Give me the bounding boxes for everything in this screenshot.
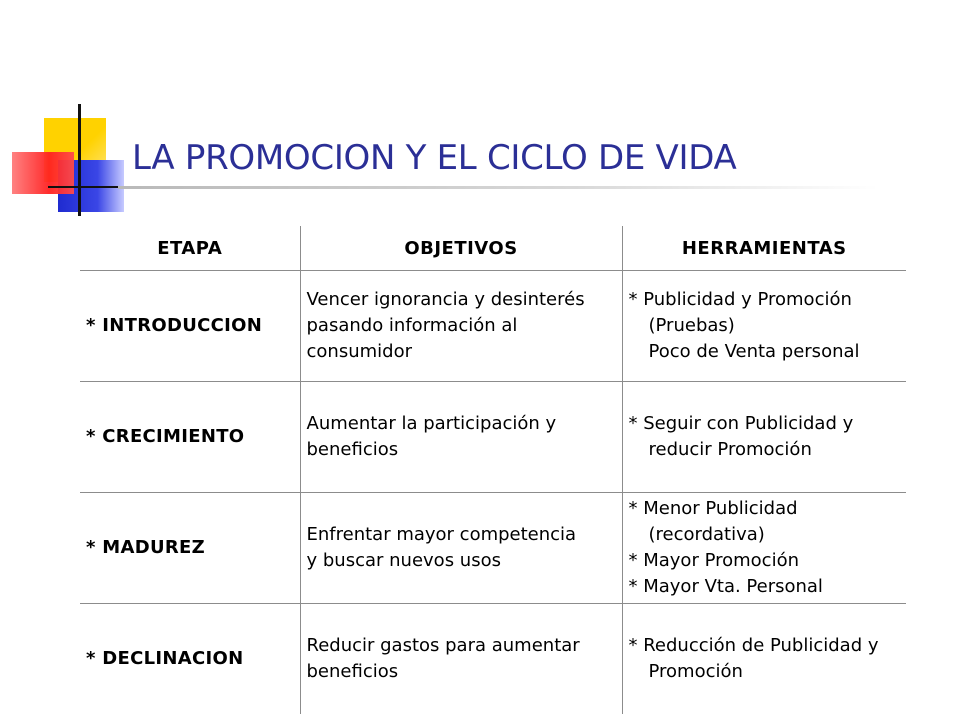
objetivo-line: beneficios	[306, 661, 399, 682]
herramienta-line: reducir Promoción	[648, 439, 812, 460]
table-header-row	[80, 226, 906, 271]
horizontal-line-shape	[48, 186, 126, 188]
table-row	[80, 604, 906, 715]
herramienta-line: Poco de Venta personal	[648, 341, 860, 362]
objetivo-line: y buscar nuevos usos	[306, 550, 501, 571]
objetivos-cell	[300, 493, 622, 604]
objetivo-line: pasando información al	[306, 315, 518, 336]
header-objetivos: OBJETIVOS	[300, 226, 622, 271]
table-row	[80, 271, 906, 382]
objetivo-line: Aumentar la participación y	[306, 413, 557, 434]
objetivo-line: Enfrentar mayor competencia	[306, 524, 577, 545]
herramienta-line: * Seguir con Publicidad y	[628, 413, 854, 434]
objetivos-cell	[300, 382, 622, 493]
herramientas-cell	[622, 271, 906, 382]
herramienta-line: (recordativa)	[648, 524, 765, 545]
objetivo-line: Vencer ignorancia y desinterés	[306, 289, 585, 310]
herramientas-cell	[622, 493, 906, 604]
herramienta-line: Promoción	[648, 661, 743, 682]
herramienta-line: (Pruebas)	[648, 315, 735, 336]
slide-logo-decoration	[0, 0, 140, 230]
slide-title: LA PROMOCION Y EL CICLO DE VIDA	[132, 138, 737, 178]
objetivos-cell	[300, 604, 622, 715]
title-underline	[118, 186, 878, 189]
herramienta-line: * Mayor Promoción	[628, 550, 799, 571]
table-row	[80, 493, 906, 604]
herramienta-line: * Reducción de Publicidad y	[628, 635, 879, 656]
herramientas-cell	[622, 604, 906, 715]
promotion-lifecycle-table	[80, 226, 906, 714]
herramienta-line: * Publicidad y Promoción	[628, 289, 852, 310]
objetivos-cell	[300, 271, 622, 382]
etapa-cell: * MADUREZ	[80, 493, 300, 604]
table-row	[80, 382, 906, 493]
herramienta-line: * Menor Publicidad	[628, 498, 798, 519]
herramienta-line: * Mayor Vta. Personal	[628, 576, 823, 597]
header-herramientas: HERRAMIENTAS	[622, 226, 906, 271]
etapa-cell: * CRECIMIENTO	[80, 382, 300, 493]
objetivo-line: consumidor	[306, 341, 412, 362]
etapa-cell: * DECLINACION	[80, 604, 300, 715]
objetivo-line: beneficios	[306, 439, 399, 460]
objetivo-line: Reducir gastos para aumentar	[306, 635, 580, 656]
header-etapa: ETAPA	[80, 226, 300, 271]
herramientas-cell	[622, 382, 906, 493]
etapa-cell: * INTRODUCCION	[80, 271, 300, 382]
vertical-line-shape	[78, 104, 81, 216]
